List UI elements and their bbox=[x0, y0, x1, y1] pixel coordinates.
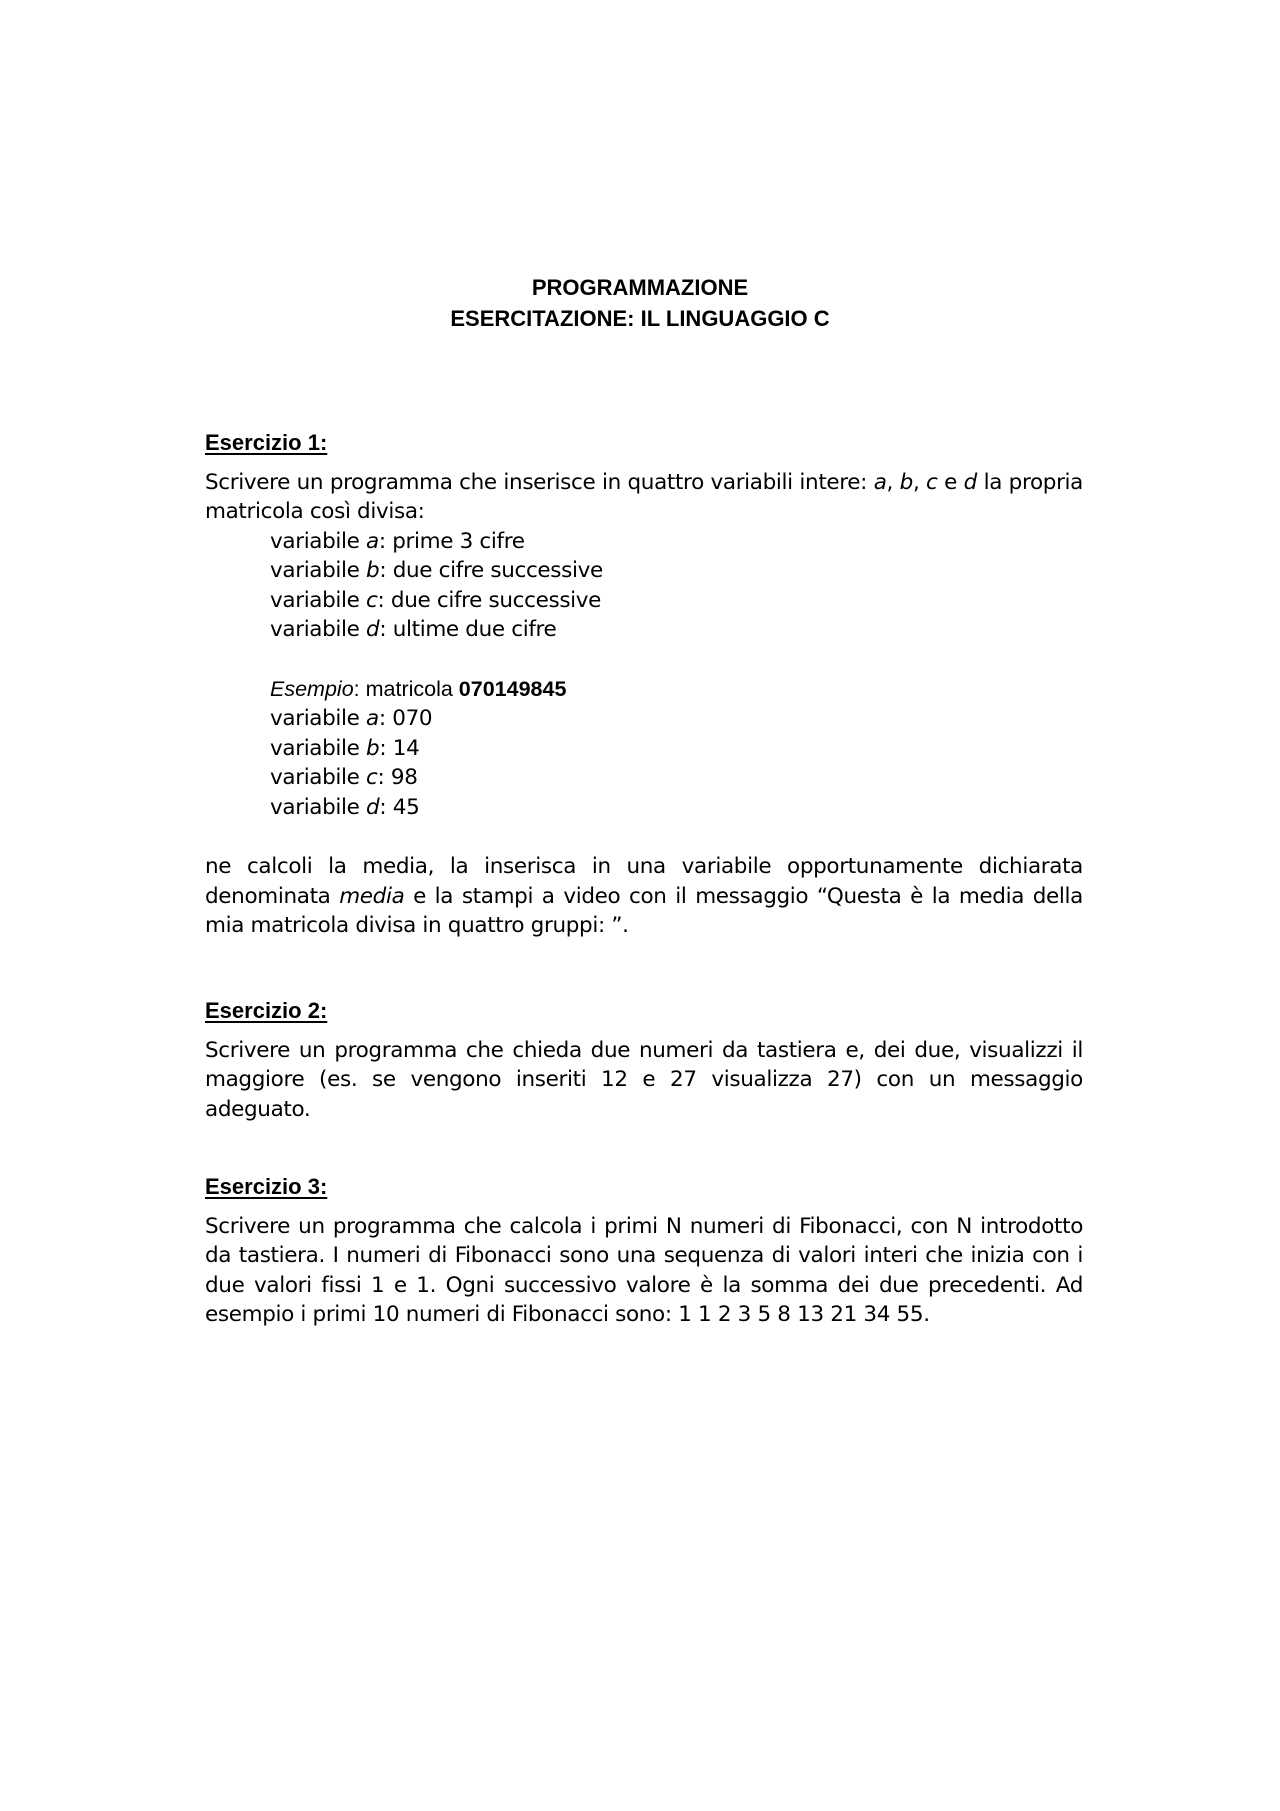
example-line-d: variabile d: 45 bbox=[270, 794, 420, 820]
exercise-3 bbox=[205, 1172, 1083, 1330]
exercise-1-intro: Scrivere un programma che inserisce in quattro variabili intere: a, b, c e d la propria matricola così divisa: bbox=[205, 469, 1084, 524]
exercise-3-title: Esercizio 3: bbox=[205, 1174, 328, 1199]
example-line-b: variabile b: 14 bbox=[270, 735, 420, 761]
spec-line-b: variabile b: due cifre successive bbox=[270, 558, 603, 583]
exercise-1-outro: ne calcoli la media, la inserisca in una variabile opportunamente dichiarata denominata media e la stampi a video con il messaggio “Questa è la media della mia matricola divisa in quattro gruppi: ”. bbox=[205, 854, 1084, 938]
exercise-1-title: Esercizio 1: bbox=[205, 430, 328, 455]
exercise-3-text: Scrivere un programma che calcola i primi N numeri di Fibonacci, con N introdotto da tastiera. I numeri di Fibonacci sono una sequenza di valori interi che inizia con i due valori fissi 1 e 1. Ogni successivo valore è la somma dei due precedenti. Ad esempio i primi 10 numeri di Fibonacci sono: 1 1 2 3 5 8 13 21 34 55. bbox=[205, 1213, 1083, 1327]
example-line-a: variabile a: 070 bbox=[270, 706, 433, 731]
spec-line-d: variabile d: ultime due cifre bbox=[270, 617, 557, 642]
example-matricola: 070149845 bbox=[458, 676, 567, 701]
exercise-sheet-title: ESERCITAZIONE: IL LINGUAGGIO C bbox=[450, 306, 830, 331]
exercise-2-text: Scrivere un programma che chieda due numeri da tastiera e, dei due, visualizzi il maggiore (es. se vengono inseriti 12 e 27 visualizza 27) con un messaggio adeguato. bbox=[205, 1037, 1083, 1122]
exercise-1 bbox=[205, 428, 1083, 941]
example-heading: Esempio: matricola 070149845 bbox=[270, 676, 567, 701]
example-line-c: variabile c: 98 bbox=[270, 765, 418, 790]
exercise-2 bbox=[205, 996, 1083, 1124]
document-header bbox=[0, 272, 1280, 334]
exercise-2-title: Esercizio 2: bbox=[205, 998, 328, 1023]
spec-line-c: variabile c: due cifre successive bbox=[270, 587, 602, 613]
variable-spec-list bbox=[270, 527, 1083, 823]
spec-line-a: variabile a: prime 3 cifre bbox=[270, 528, 525, 554]
course-title: PROGRAMMAZIONE bbox=[531, 275, 749, 300]
